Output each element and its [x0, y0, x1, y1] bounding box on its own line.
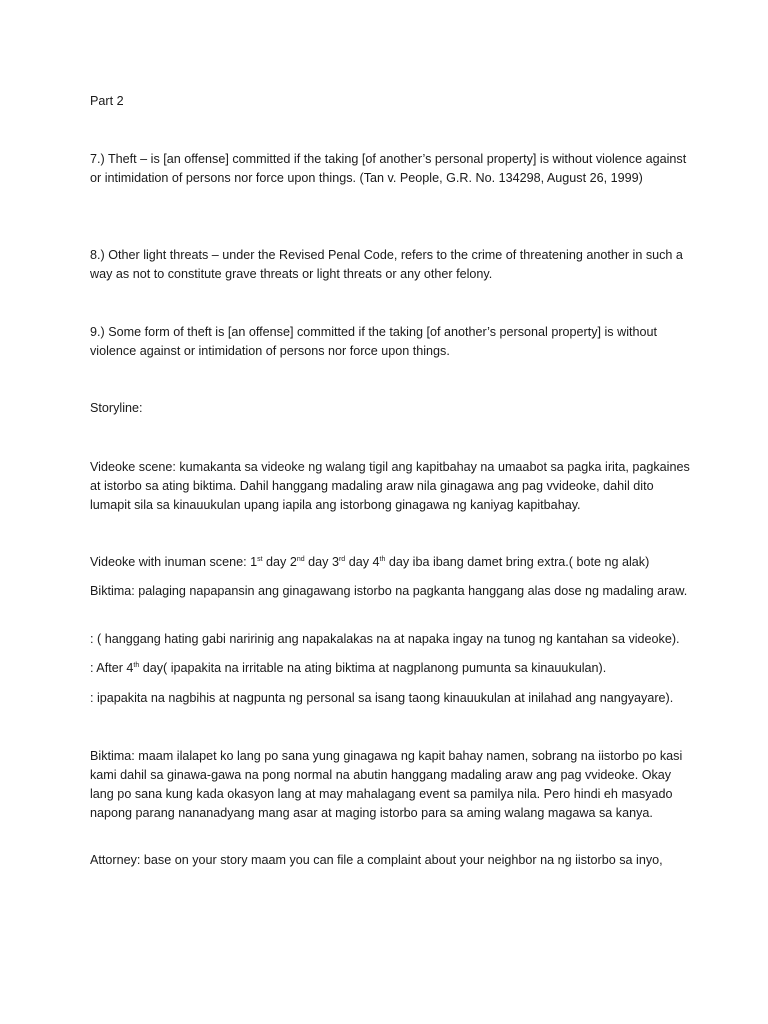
ordinal-suffix: th: [379, 555, 386, 563]
ordinal-suffix: st: [257, 555, 263, 563]
inuman-text: day 4: [345, 555, 380, 569]
biktima-dialogue: Biktima: maam ilalapet ko lang po sana yung ginagawa ng kapit bahay namen, sobrang na iistorbo po kasi kami dahil sa ginawa-gawa na pong normal na abutin hanggang madaling araw ang pag vvideoke. Okay lang po sana kung kada okasyon lang at may mahalagang event sa pamilya nila. Pero hindi eh masyado napong parang nananadyang mang asar at maging istorbo para sa aming walang magawa sa kanya.: [90, 749, 683, 820]
biktima-line: Biktima: palaging napapansin ang ginagawang istorbo na pagkanta hanggang alas dose ng madaling araw.: [90, 584, 688, 598]
attorney-dialogue: Attorney: base on your story maam you can file a complaint about your neighbor na ng iistorbo sa inyo,: [90, 853, 663, 867]
item-7-theft: 7.) Theft – is [an offense] committed if the taking [of another’s personal property] is without violence against or intimidation of persons nor force upon things. (Tan v. People, G.R. No. 134298, August 26, 1999): [90, 152, 687, 185]
inuman-text: day 3: [304, 555, 339, 569]
storyline-label: Storyline:: [90, 401, 143, 415]
scene-note-1: : ( hanggang hating gabi naririnig ang napakalakas na at napaka ingay na tunog ng kantahan sa videoke).: [90, 632, 680, 646]
item-9-theft-form: 9.) Some form of theft is [an offense] committed if the taking [of another’s personal property] is without violence against or intimidation of persons nor force upon things.: [90, 325, 658, 358]
inuman-text: Videoke with inuman scene: 1: [90, 555, 258, 569]
ordinal-suffix: nd: [296, 555, 305, 563]
scene-note-3: : ipapakita na nagbihis at nagpunta ng personal sa isang taong kinauukulan at inilahad ang nangyayare).: [90, 691, 674, 705]
part-heading: Part 2: [90, 94, 124, 108]
inuman-scene-line: [90, 553, 690, 572]
item-8-light-threats: 8.) Other light threats – under the Revised Penal Code, refers to the crime of threatening another in such a way as not to constitute grave threats or light threats or any other felony.: [90, 248, 683, 281]
ordinal-suffix: rd: [338, 555, 346, 563]
videoke-scene-paragraph: Videoke scene: kumakanta sa videoke ng walang tigil ang kapitbahay na umaabot sa pagka irita, pagkaines at istorbo sa ating biktima. Dahil hanggang madaling araw nila ginagawa ang pag vvideoke, dahil dito lumapit sila sa kinauukulan upang iapila ang istorbong ginagawa ng kaniyag kapitbahay.: [90, 460, 690, 512]
ordinal-suffix: th: [133, 661, 140, 669]
note-text: day( ipapakita na irritable na ating biktima at nagplanong pumunta sa kinauukulan).: [139, 661, 607, 675]
scene-note-2: [90, 659, 690, 678]
note-text: : After 4: [90, 661, 134, 675]
inuman-text: day iba ibang damet bring extra.( bote ng alak): [385, 555, 650, 569]
inuman-text: day 2: [262, 555, 297, 569]
